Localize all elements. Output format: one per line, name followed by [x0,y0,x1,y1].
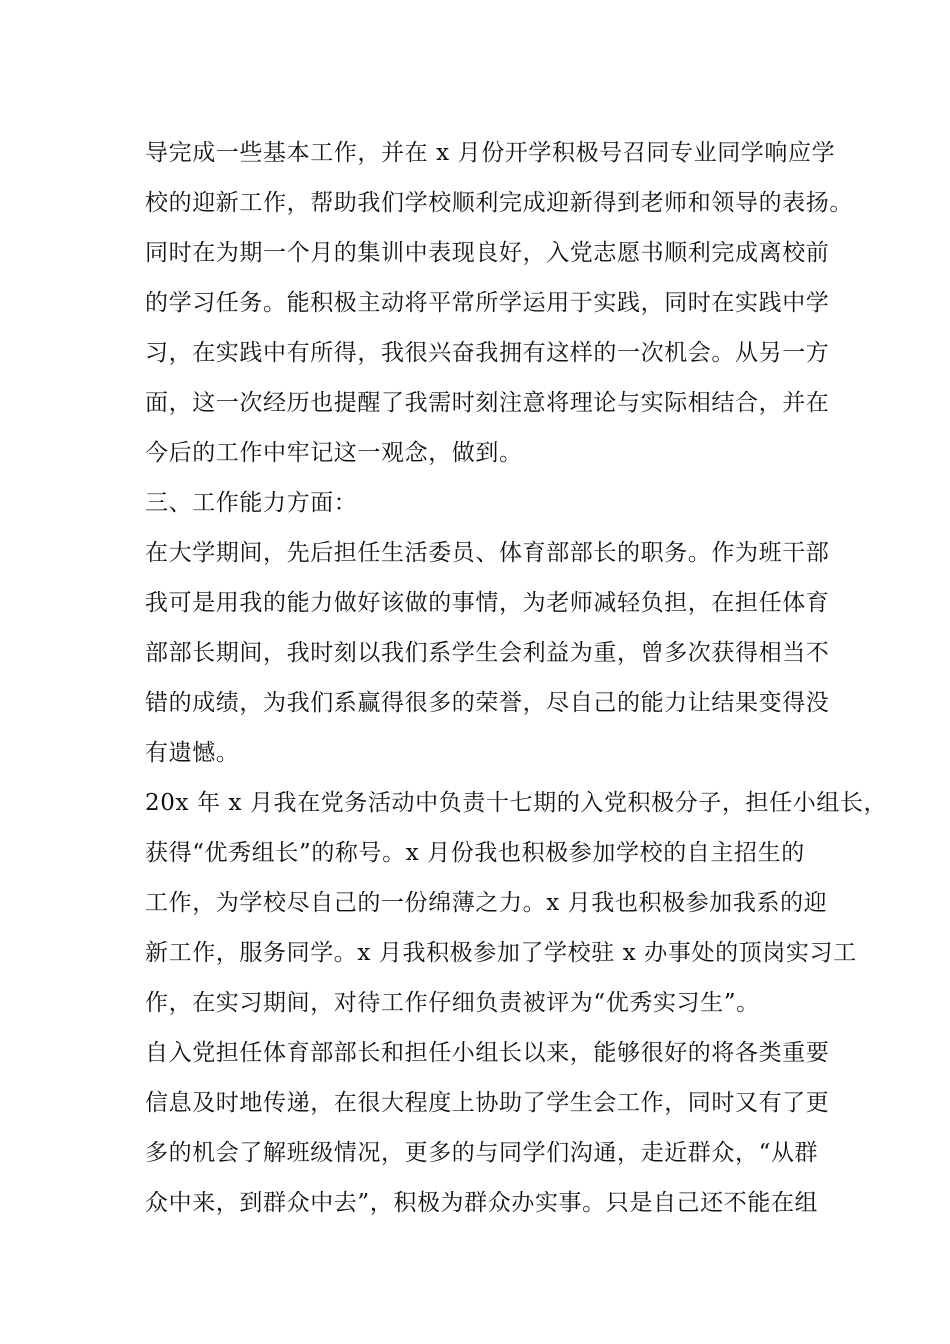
text-line: 我可是用我的能力做好该做的事情，为老师减轻负担，在担任体育 [145,590,830,616]
text-line: 作，在实习期间，对待工作仔细负责被评为“优秀实习生”。 [145,990,760,1016]
text-line: 自入党担任体育部部长和担任小组长以来，能够很好的将各类重要 [145,1040,830,1066]
text-line: 信息及时地传递，在很大程度上协助了学生会工作，同时又有了更 [145,1090,830,1116]
text-line: 工作，为学校尽自己的一份绵薄之力。x 月我也积极参加我系的迎 [145,890,828,916]
section-heading: 三、工作能力方面： [145,490,358,516]
text-line: 习，在实践中有所得，我很兴奋我拥有这样的一次机会。从另一方 [145,340,830,366]
text-line: 20x 年 x 月我在党务活动中负责十七期的入党积极分子，担任小组长， [145,790,888,816]
text-line: 有遗憾。 [145,740,240,766]
text-line: 部部长期间，我时刻以我们系学生会利益为重，曾多次获得相当不 [145,640,830,666]
text-line: 新工作，服务同学。x 月我积极参加了学校驻 x 办事处的顶岗实习工 [145,940,857,966]
text-line: 导完成一些基本工作，并在 x 月份开学积极号召同专业同学响应学 [145,140,836,166]
text-line: 的学习任务。能积极主动将平常所学运用于实践，同时在实践中学 [145,290,830,316]
text-line: 同时在为期一个月的集训中表现良好，入党志愿书顺利完成离校前 [145,240,830,266]
text-line: 在大学期间，先后担任生活委员、体育部部长的职务。作为班干部 [145,540,830,566]
text-line: 多的机会了解班级情况，更多的与同学们沟通，走近群众，“从群 [145,1140,819,1166]
text-line: 获得“优秀组长”的称号。x 月份我也积极参加学校的自主招生的 [145,840,805,866]
text-line: 面，这一次经历也提醒了我需时刻注意将理论与实际相结合，并在 [145,390,830,416]
text-line: 众中来，到群众中去”，积极为群众办实事。只是自己还不能在组 [145,1190,819,1216]
text-line: 今后的工作中牢记这一观念，做到。 [145,440,523,466]
text-line: 校的迎新工作，帮助我们学校顺利完成迎新得到老师和领导的表扬。 [145,190,853,216]
text-line: 错的成绩，为我们系赢得很多的荣誉，尽自己的能力让结果变得没 [145,690,830,716]
